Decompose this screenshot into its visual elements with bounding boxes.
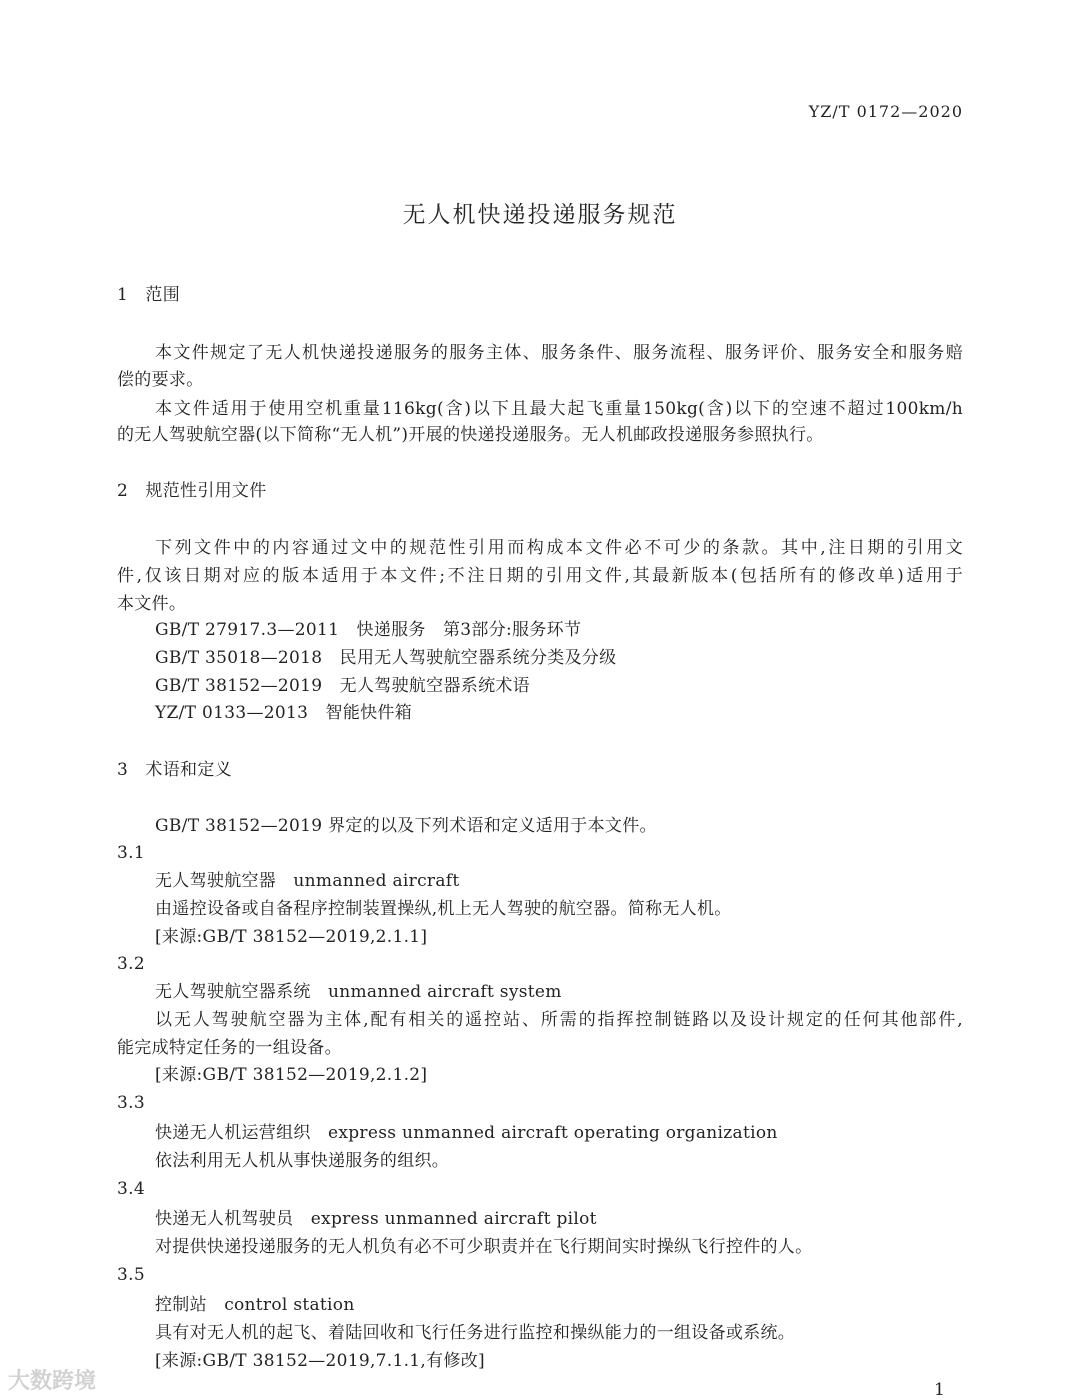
text-line: [来源:GB/T 38152—2019,2.1.1]: [155, 927, 428, 947]
section-heading: 3 术语和定义: [117, 760, 232, 780]
text-line: 快递无人机运营组织 express unmanned aircraft operating organization: [155, 1123, 778, 1143]
text-line: 本文件。: [117, 594, 187, 614]
text-line: [来源:GB/T 38152—2019,2.1.2]: [155, 1065, 428, 1085]
term-number: 3.1: [117, 843, 145, 863]
text-line: 以无人驾驶航空器为主体,配有相关的遥控站、所需的指挥控制链路以及设计规定的任何其他部件,: [155, 1010, 963, 1030]
text-line: 依法利用无人机从事快递服务的组织。: [155, 1151, 450, 1171]
text-line: GB/T 38152—2019 无人驾驶航空器系统术语: [155, 676, 530, 696]
text-line: 无人驾驶航空器系统 unmanned aircraft system: [155, 982, 562, 1002]
text-line: GB/T 35018—2018 民用无人驾驶航空器系统分类及分级: [155, 648, 617, 668]
text-line: 本文件规定了无人机快递投递服务的服务主体、服务条件、服务流程、服务评价、服务安全和服务赔: [155, 343, 963, 363]
text-line: 偿的要求。: [117, 370, 204, 390]
term-number: 3.4: [117, 1179, 145, 1199]
term-number: 3.2: [117, 954, 145, 974]
text-line: 无人驾驶航空器 unmanned aircraft: [155, 871, 460, 891]
page-number: 1: [934, 1380, 945, 1400]
text-line: GB/T 38152—2019 界定的以及下列术语和定义适用于本文件。: [155, 816, 657, 836]
section-heading: 2 规范性引用文件: [117, 481, 267, 501]
text-line: 件,仅该日期对应的版本适用于本文件;不注日期的引用文件,其最新版本(包括所有的修改单)适用于: [117, 566, 963, 586]
text-line: GB/T 27917.3—2011 快递服务 第3部分:服务环节: [155, 620, 582, 640]
standard-number: YZ/T 0172—2020: [808, 102, 963, 121]
text-line: 能完成特定任务的一组设备。: [117, 1038, 342, 1058]
text-line: 控制站 control station: [155, 1295, 355, 1315]
text-line: 的无人驾驶航空器(以下简称“无人机”)开展的快递投递服务。无人机邮政投递服务参照执行。: [117, 425, 824, 445]
watermark-logo: 大数跨境: [8, 1369, 97, 1394]
text-line: 快递无人机驾驶员 express unmanned aircraft pilot: [155, 1209, 597, 1229]
text-line: 对提供快递投递服务的无人机负有必不可少职责并在飞行期间实时操纵飞行控件的人。: [155, 1237, 813, 1257]
term-number: 3.5: [117, 1265, 145, 1285]
text-line: YZ/T 0133—2013 智能快件箱: [155, 703, 413, 723]
term-number: 3.3: [117, 1093, 145, 1113]
text-line: 下列文件中的内容通过文中的规范性引用而构成本文件必不可少的条款。其中,注日期的引用文: [155, 538, 963, 558]
text-line: [来源:GB/T 38152—2019,7.1.1,有修改]: [155, 1351, 485, 1371]
section-heading: 1 范围: [117, 285, 181, 305]
text-line: 本文件适用于使用空机重量116kg(含)以下且最大起飞重量150kg(含)以下的空速不超过100km/h: [155, 399, 963, 419]
document-title: 无人机快递投递服务规范: [402, 202, 678, 228]
text-line: 具有对无人机的起飞、着陆回收和飞行任务进行监控和操纵能力的一组设备或系统。: [155, 1323, 796, 1343]
text-line: 由遥控设备或自备程序控制装置操纵,机上无人驾驶的航空器。简称无人机。: [155, 899, 732, 919]
